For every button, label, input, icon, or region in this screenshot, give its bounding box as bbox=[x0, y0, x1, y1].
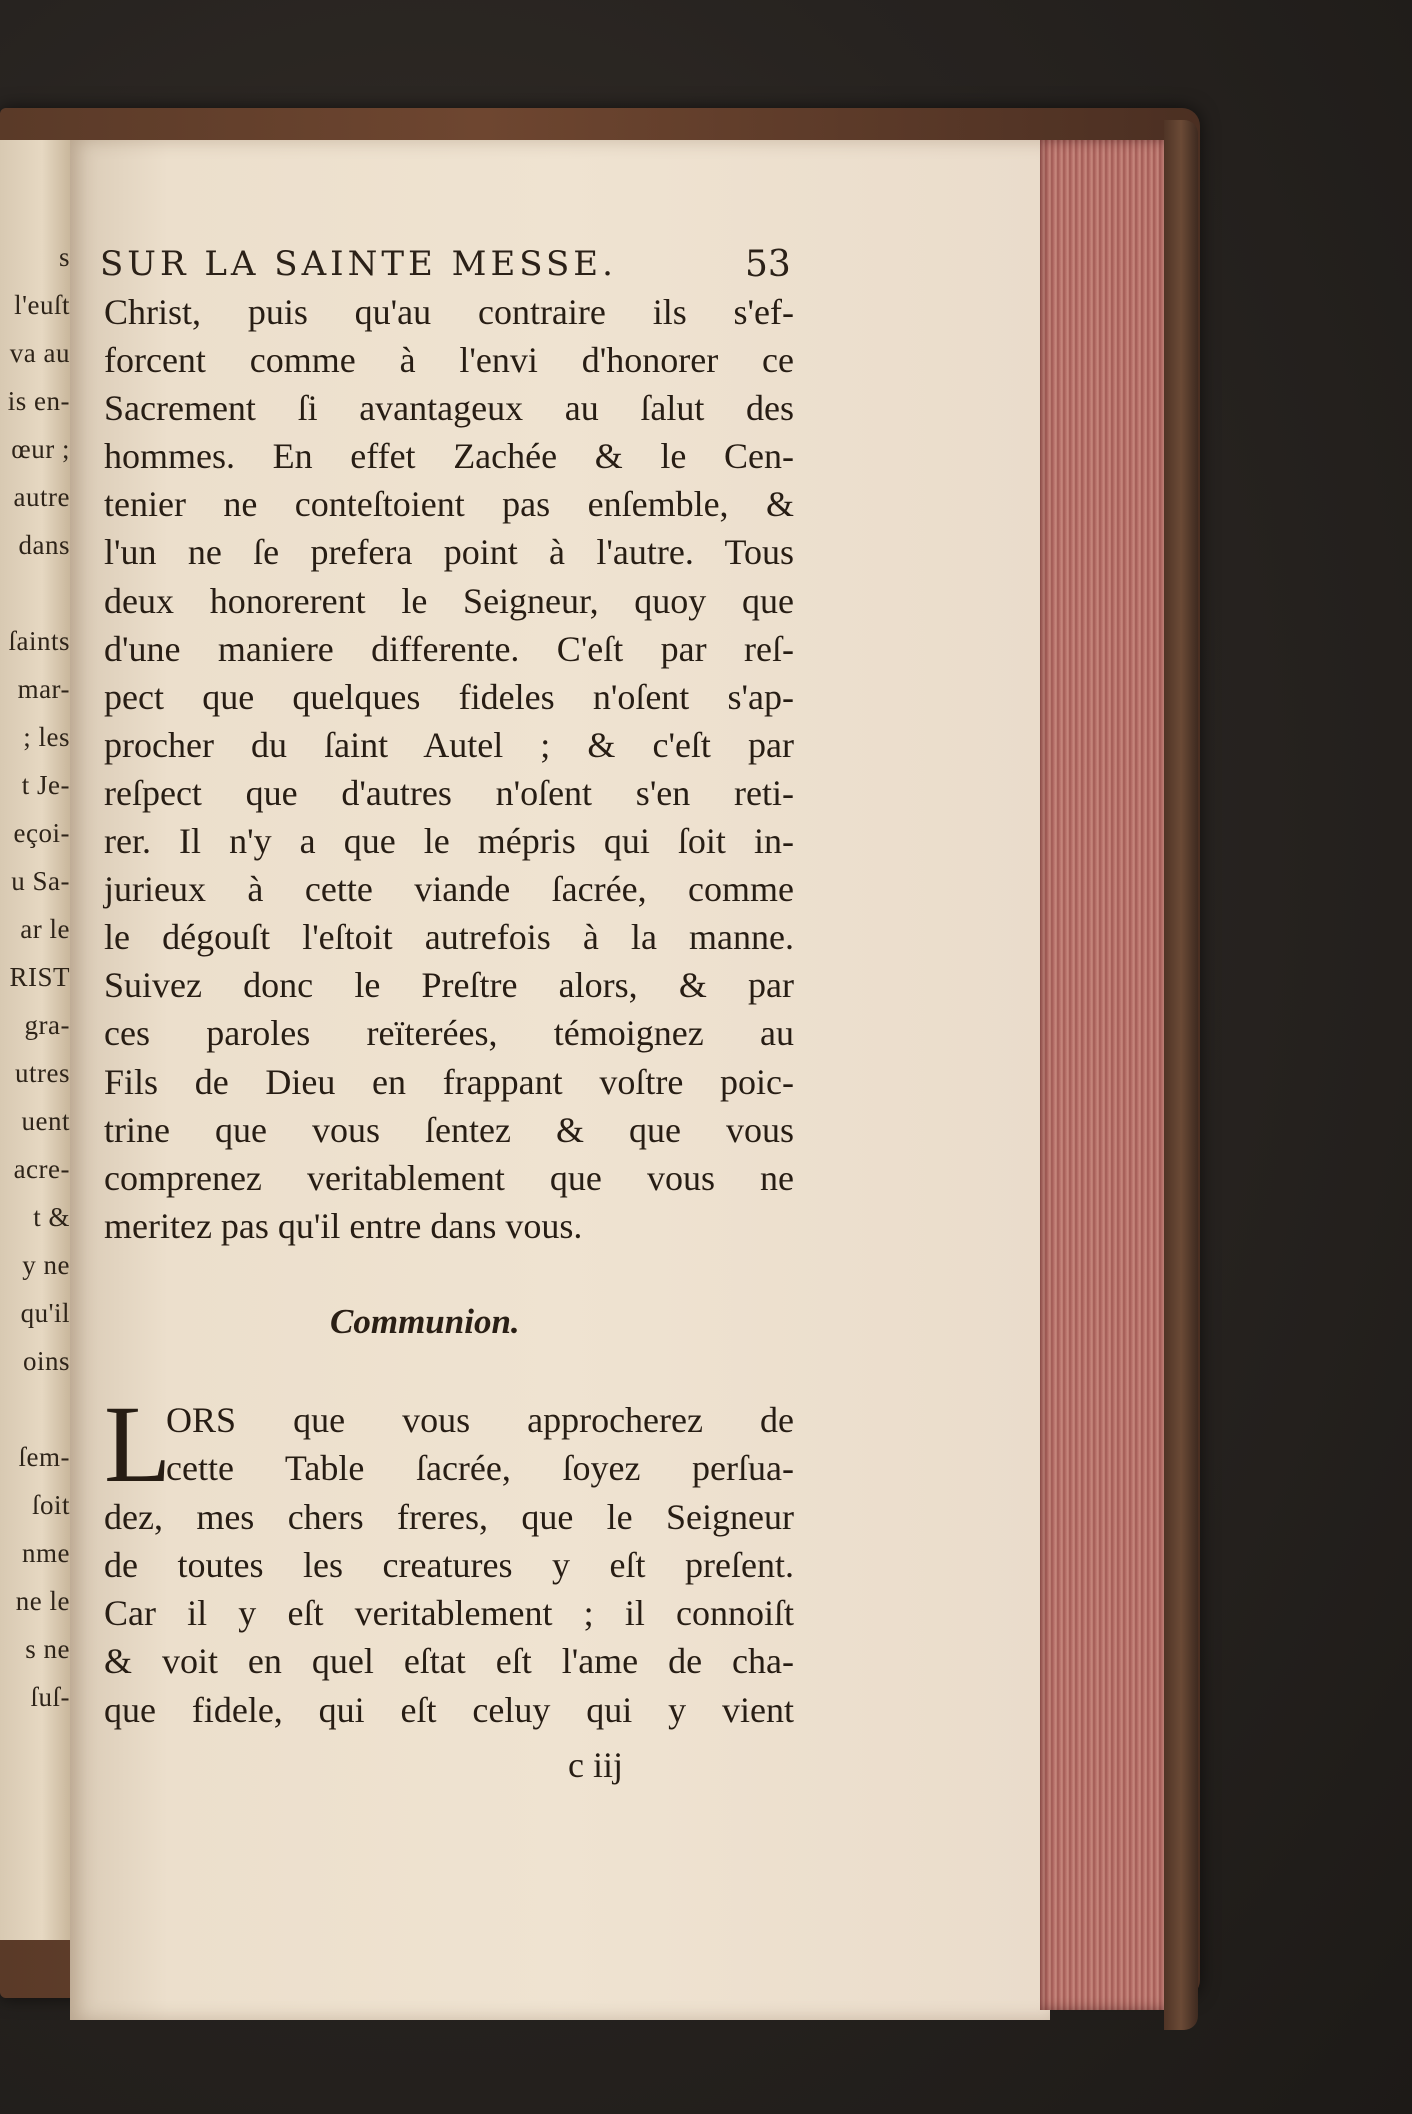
left-page-fragment: qu'il bbox=[20, 1298, 70, 1328]
left-page-fragment: œur ; bbox=[11, 434, 70, 464]
left-page-fragment: ſaints bbox=[8, 626, 70, 656]
left-page-fragment: oins bbox=[22, 1346, 70, 1376]
text-line: procher du ſaint Autel ; & c'eſt par bbox=[104, 724, 794, 765]
left-page-fragment: acre- bbox=[13, 1154, 70, 1184]
left-page-fragment: is en- bbox=[7, 386, 70, 416]
text-line: trine que vous ſentez & que vous bbox=[104, 1109, 794, 1150]
text-line: comprenez veritablement que vous ne bbox=[104, 1157, 794, 1198]
text-line: l'un ne ſe prefera point à l'autre. Tous bbox=[104, 532, 794, 573]
left-page-fragment: s bbox=[58, 242, 70, 272]
left-page-fragment: u Sa- bbox=[11, 866, 70, 896]
text-line: ORS que vous approcherez de bbox=[166, 1400, 794, 1440]
text-line: & voit en quel eſtat eſt l'ame de cha- bbox=[104, 1641, 794, 1682]
text-line: d'une maniere differente. C'eſt par reſ- bbox=[104, 628, 794, 669]
left-page-fragment: t Je- bbox=[21, 770, 70, 800]
text-line: que fidele, qui eſt celuy qui y vient bbox=[104, 1689, 794, 1730]
left-page-edge bbox=[0, 140, 70, 1940]
left-page-fragment: ſoit bbox=[31, 1490, 70, 1520]
text-line: rer. Il n'y a que le mépris qui ſoit in- bbox=[104, 821, 794, 862]
left-page-fragment: va au bbox=[9, 338, 70, 368]
left-page-fragment: ne le bbox=[15, 1586, 70, 1616]
section-heading: Communion. bbox=[330, 1302, 520, 1341]
text-line: reſpect que d'autres n'oſent s'en reti- bbox=[104, 772, 794, 813]
text-line: Christ, puis qu'au contraire ils s'ef- bbox=[104, 292, 794, 332]
left-page-fragment: ſem- bbox=[18, 1442, 70, 1472]
left-page-fragment: mar- bbox=[17, 674, 70, 704]
text-line: de toutes les creatures y eſt preſent. bbox=[104, 1544, 794, 1585]
left-page-fragment: gra- bbox=[24, 1010, 70, 1040]
left-page-fragment: ar le bbox=[20, 914, 70, 944]
left-page-fragment: RIST bbox=[9, 962, 70, 992]
text-line: jurieux à cette viande ſacrée, comme bbox=[104, 869, 794, 910]
text-line: Suivez donc le Preſtre alors, & par bbox=[104, 965, 794, 1006]
text-line: Fils de Dieu en frappant voſtre poic- bbox=[104, 1061, 794, 1102]
text-line: Car il y eſt veritablement ; il connoiſt bbox=[104, 1593, 794, 1634]
left-page-fragment: nme bbox=[22, 1538, 70, 1568]
text-line: hommes. En effet Zachée & le Cen- bbox=[104, 436, 794, 477]
left-page-fragment: l'euſt bbox=[14, 290, 70, 320]
text-line: deux honorerent le Seigneur, quoy que bbox=[104, 580, 794, 621]
left-page-fragment: eçoi- bbox=[13, 818, 70, 848]
left-page-fragment: utres bbox=[15, 1058, 70, 1088]
text-line: dez, mes chers freres, que le Seigneur bbox=[104, 1496, 794, 1537]
page-number: 53 bbox=[745, 244, 791, 285]
drop-cap: L bbox=[104, 1383, 172, 1505]
page-fore-edge bbox=[1040, 140, 1170, 2010]
text-line: tenier ne conteſtoient pas enſemble, & bbox=[104, 484, 794, 525]
paragraph-1 bbox=[104, 288, 794, 1250]
text-line: cette Table ſacrée, ſoyez perſua- bbox=[166, 1448, 794, 1489]
left-page-fragment: ſuſ- bbox=[30, 1682, 70, 1712]
text-line: le dégouſt l'eſtoit autrefois à la manne. bbox=[104, 917, 794, 958]
left-page-fragment: s ne bbox=[25, 1634, 70, 1664]
text-line: Sacrement ſi avantageux au ſalut des bbox=[104, 388, 794, 429]
left-page-fragment: uent bbox=[21, 1106, 70, 1136]
left-page-fragment: t & bbox=[33, 1202, 70, 1232]
left-page-fragment: y ne bbox=[22, 1250, 70, 1280]
left-page-fragment: autre bbox=[13, 482, 70, 512]
text-line: pect que quelques fideles n'oſent s'ap- bbox=[104, 676, 794, 717]
paragraph-2 bbox=[104, 1383, 794, 1734]
text-line: meritez pas qu'il entre dans vous. bbox=[104, 1205, 583, 1246]
left-page-fragment: ; les bbox=[23, 722, 70, 752]
text-line: forcent comme à l'envi d'honorer ce bbox=[104, 340, 794, 381]
text-line: ces paroles reïterées, témoignez au bbox=[104, 1013, 794, 1054]
signature-mark: c iij bbox=[568, 1745, 623, 1785]
left-page-fragment: dans bbox=[18, 530, 70, 560]
running-head: SUR LA SAINTE MESSE. bbox=[100, 244, 617, 284]
